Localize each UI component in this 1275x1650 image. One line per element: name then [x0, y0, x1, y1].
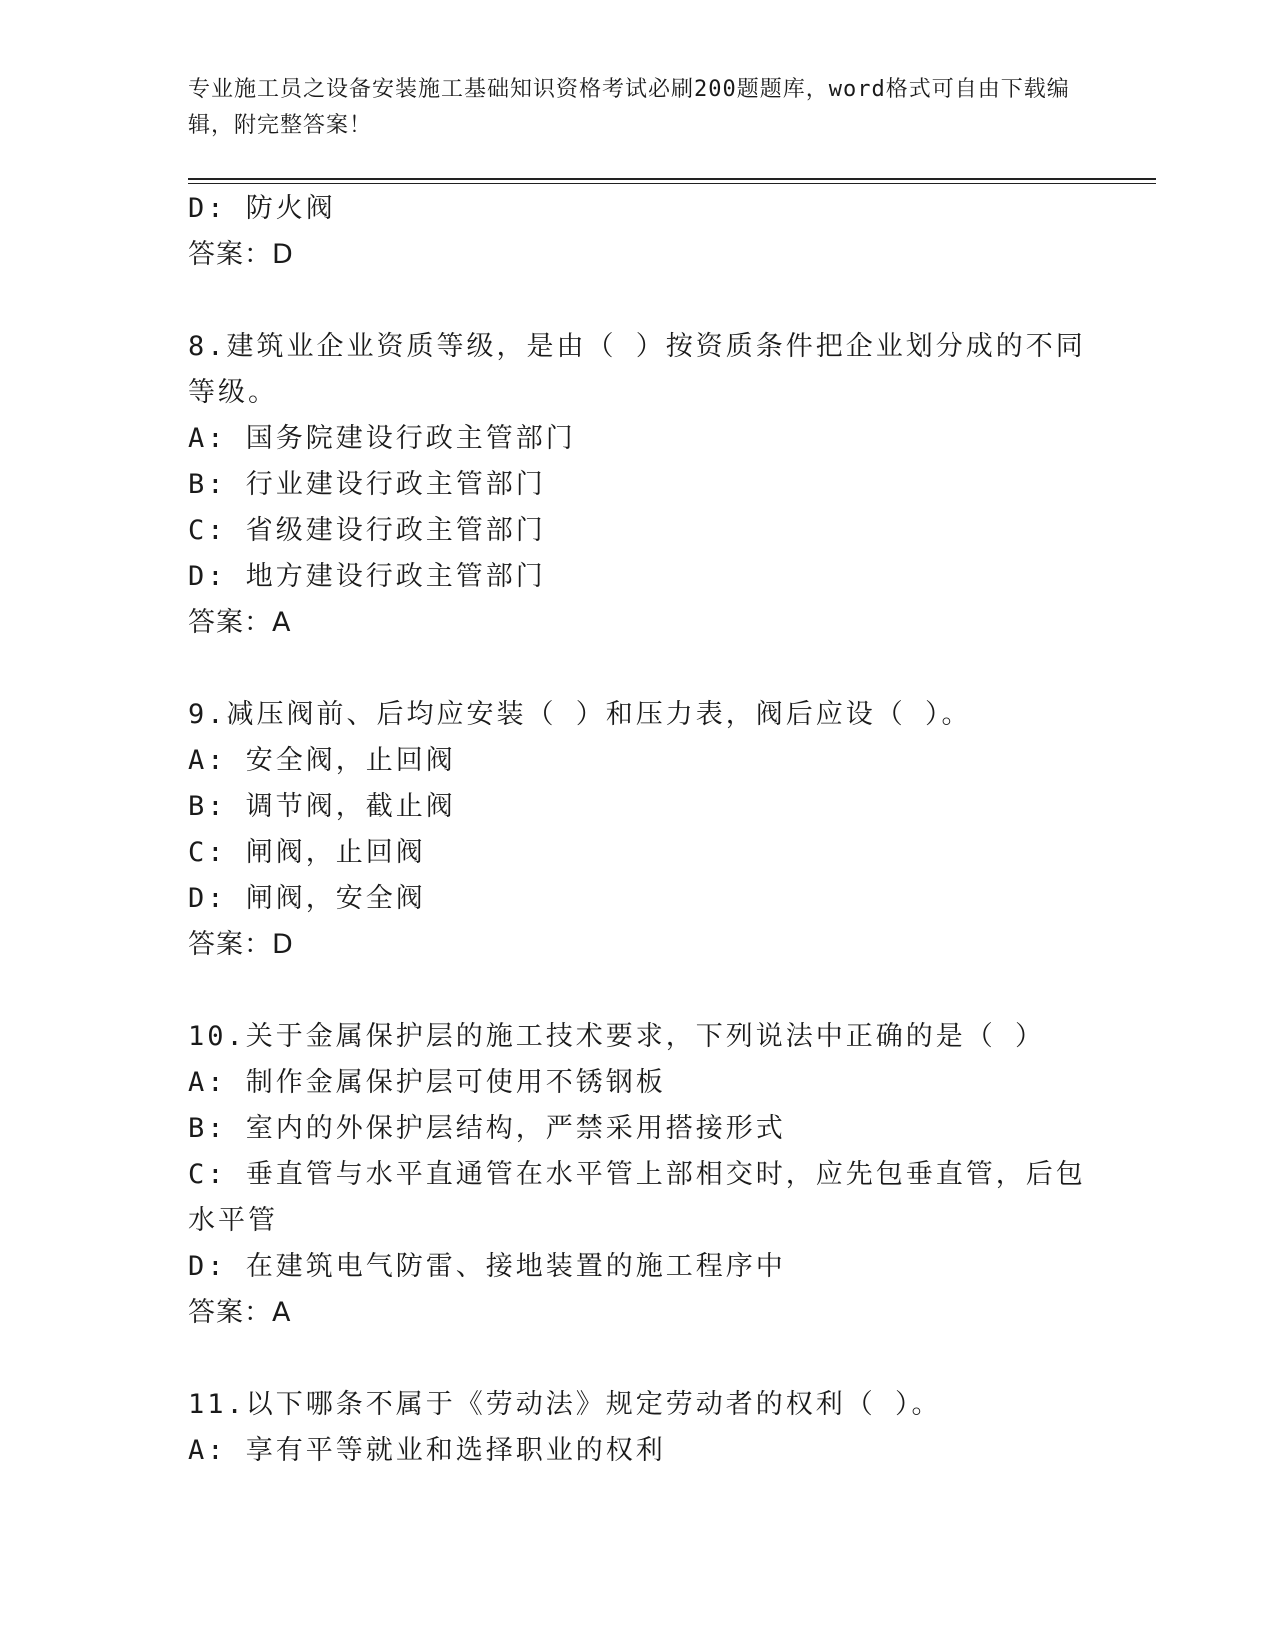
question-9-option-a: A: 安全阀，止回阀 [188, 745, 456, 776]
question-9-option-d: D: 闸阀，安全阀 [188, 883, 426, 914]
prev-answer: 答案：D [188, 239, 294, 270]
question-9-answer: 答案：D [188, 929, 294, 960]
spacer [188, 646, 1088, 692]
prev-option-d: D: 防火阀 [188, 193, 336, 224]
header-text: 专业施工员之设备安装施工基础知识资格考试必刷200题题库，word格式可自由下载编辑，附完整答案！ [188, 77, 1070, 138]
question-8-stem: 8.建筑业企业资质等级，是由（ ）按资质条件把企业划分成的不同等级。 [188, 331, 1086, 408]
spacer [188, 278, 1088, 324]
question-10-answer: 答案：A [188, 1297, 292, 1328]
question-9-option-b: B: 调节阀，截止阀 [188, 791, 456, 822]
document-header [188, 72, 1088, 144]
question-10-option-d: D: 在建筑电气防雷、接地装置的施工程序中 [188, 1251, 786, 1282]
question-8-option-d: D: 地方建设行政主管部门 [188, 561, 546, 592]
question-10-option-c: C: 垂直管与水平直通管在水平管上部相交时，应先包垂直管，后包水平管 [188, 1159, 1086, 1236]
question-8-option-c: C: 省级建设行政主管部门 [188, 515, 546, 546]
question-11-option-a: A: 享有平等就业和选择职业的权利 [188, 1435, 666, 1466]
header-divider-thin [188, 183, 1156, 184]
question-10-stem: 10.关于金属保护层的施工技术要求，下列说法中正确的是（ ） [188, 1021, 1046, 1052]
question-list [188, 186, 1088, 1474]
spacer [188, 968, 1088, 1014]
question-9-stem: 9.减压阀前、后均应安装（ ）和压力表，阀后应设（ ）。 [188, 699, 972, 730]
question-8-option-a: A: 国务院建设行政主管部门 [188, 423, 576, 454]
question-11-stem: 11.以下哪条不属于《劳动法》规定劳动者的权利（ ）。 [188, 1389, 942, 1420]
question-9-option-c: C: 闸阀，止回阀 [188, 837, 426, 868]
question-8-answer: 答案：A [188, 607, 292, 638]
spacer [188, 1336, 1088, 1382]
question-10-option-a: A: 制作金属保护层可使用不锈钢板 [188, 1067, 666, 1098]
header-divider-thick [188, 178, 1156, 180]
question-10-option-b: B: 室内的外保护层结构，严禁采用搭接形式 [188, 1113, 786, 1144]
question-8-option-b: B: 行业建设行政主管部门 [188, 469, 546, 500]
